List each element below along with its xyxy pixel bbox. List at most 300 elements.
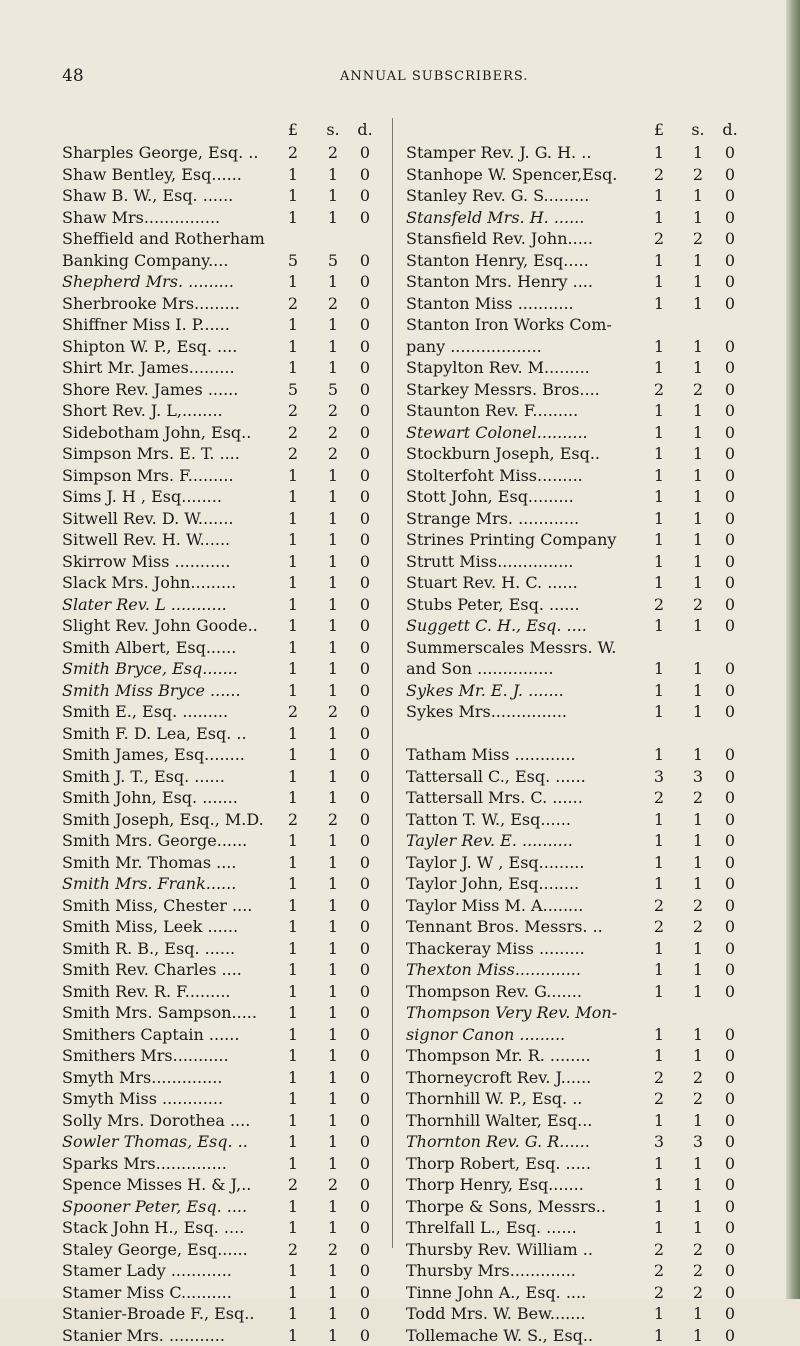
subscriber-row: [406, 250, 751, 272]
pence-value: 0: [356, 723, 374, 745]
shillings-value: 1: [324, 680, 342, 702]
subscriber-name: Thornhill Walter, Esq...: [406, 1110, 592, 1132]
subscriber-name: Smyth Mrs..............: [62, 1067, 222, 1089]
shillings-value: 1: [689, 959, 707, 981]
shillings-value: 2: [324, 701, 342, 723]
subscriber-name: Taylor Miss M. A........: [406, 895, 583, 917]
pounds-value: 1: [650, 873, 668, 895]
pence-value: 0: [721, 615, 739, 637]
subscriber-row: [406, 271, 751, 293]
pence-value: 0: [356, 637, 374, 659]
currency-header: [62, 120, 397, 142]
subscriber-name: Thorpe & Sons, Messrs..: [406, 1196, 606, 1218]
pounds-value: 1: [284, 357, 302, 379]
subscriber-row: [62, 1045, 397, 1067]
subscriber-name: Starkey Messrs. Bros....: [406, 379, 600, 401]
subscriber-row: [406, 1110, 751, 1132]
subscriber-name: Thursby Rev. William ..: [406, 1239, 593, 1261]
subscriber-name: Sykes Mrs...............: [406, 701, 567, 723]
subscriber-name: Smith Mrs. Frank......: [62, 873, 236, 895]
pounds-value: 2: [284, 1239, 302, 1261]
pounds-value: 2: [650, 164, 668, 186]
subscriber-row: [62, 572, 397, 594]
pounds-value: 1: [284, 314, 302, 336]
pounds-value: 1: [650, 809, 668, 831]
subscriber-row: [62, 314, 397, 336]
shillings-value: 1: [324, 658, 342, 680]
shillings-value: 1: [324, 271, 342, 293]
pounds-value: 2: [284, 422, 302, 444]
pence-value: 0: [721, 142, 739, 164]
subscriber-row: [62, 1282, 397, 1304]
pence-value: 0: [721, 680, 739, 702]
subscriber-row: [62, 486, 397, 508]
pence-value: 0: [721, 357, 739, 379]
pence-value: 0: [721, 594, 739, 616]
shillings-value: 1: [324, 744, 342, 766]
subscriber-row: [62, 529, 397, 551]
pence-value: 0: [721, 744, 739, 766]
subscriber-row: [62, 357, 397, 379]
shillings-value: 1: [689, 830, 707, 852]
pounds-value: 1: [650, 443, 668, 465]
shillings-value: 1: [324, 873, 342, 895]
shillings-value: 1: [324, 551, 342, 573]
subscriber-row: [62, 508, 397, 530]
shillings-value: 1: [324, 572, 342, 594]
shillings-value: 2: [324, 400, 342, 422]
subscriber-name: Shipton W. P., Esq. ....: [62, 336, 237, 358]
subscriber-row: [406, 551, 751, 573]
shillings-value: 1: [324, 938, 342, 960]
shillings-value: 1: [324, 594, 342, 616]
pounds-value: 1: [650, 422, 668, 444]
shillings-value: 2: [324, 443, 342, 465]
subscriber-name: Smith Joseph, Esq., M.D.: [62, 809, 264, 831]
shillings-value: 1: [689, 250, 707, 272]
shillings-value: 2: [689, 164, 707, 186]
subscriber-row: [62, 185, 397, 207]
pounds-value: 1: [284, 658, 302, 680]
pence-value: 0: [356, 658, 374, 680]
subscriber-name: Smith Albert, Esq......: [62, 637, 236, 659]
pence-value: 0: [721, 1260, 739, 1282]
subscriber-row: [62, 1303, 397, 1325]
shillings-value: 1: [689, 400, 707, 422]
shillings-value: 1: [689, 938, 707, 960]
subscriber-row: [406, 701, 751, 723]
pence-value: 0: [721, 486, 739, 508]
subscriber-row: [406, 443, 751, 465]
subscriber-row: [62, 1239, 397, 1261]
subscriber-row: [406, 1196, 751, 1218]
subscriber-name: Stubs Peter, Esq. ......: [406, 594, 580, 616]
shillings-value: 2: [689, 1088, 707, 1110]
subscriber-row: [406, 1303, 751, 1325]
pence-value: 0: [356, 1153, 374, 1175]
subscriber-name: Spence Misses H. & J,..: [62, 1174, 251, 1196]
subscriber-row: [62, 873, 397, 895]
shillings-value: 1: [689, 1217, 707, 1239]
shillings-value: 1: [689, 465, 707, 487]
subscriber-name: signor Canon .........: [406, 1024, 565, 1046]
subscriber-row: [62, 1325, 397, 1346]
pounds-value: 1: [650, 400, 668, 422]
subscriber-row: [406, 572, 751, 594]
subscriber-name: Stanhope W. Spencer,Esq.: [406, 164, 617, 186]
pence-value: 0: [721, 916, 739, 938]
subscriber-row: [406, 916, 751, 938]
pounds-value: 1: [284, 873, 302, 895]
subscriber-name: Tattersall C., Esq. ......: [406, 766, 586, 788]
subscriber-row: [62, 637, 397, 659]
pence-value: 0: [356, 1325, 374, 1346]
subscriber-row: [406, 1174, 751, 1196]
pounds-value: 1: [284, 1131, 302, 1153]
subscriber-row: [62, 1196, 397, 1218]
pounds-value: 1: [650, 615, 668, 637]
subscriber-name: Stott John, Esq.........: [406, 486, 574, 508]
pounds-value: 1: [284, 1024, 302, 1046]
subscriber-name: Stack John H., Esq. ....: [62, 1217, 244, 1239]
subscriber-name: Sowler Thomas, Esq. ..: [62, 1131, 248, 1153]
pounds-value: 1: [650, 1024, 668, 1046]
subscriber-name: Smith John, Esq. .......: [62, 787, 238, 809]
subscriber-name: Thexton Miss.............: [406, 959, 581, 981]
pounds-value: 1: [284, 723, 302, 745]
pence-value: 0: [721, 1088, 739, 1110]
pounds-value: 1: [284, 1196, 302, 1218]
subscriber-row: [406, 1088, 751, 1110]
pence-value: 0: [356, 1110, 374, 1132]
subscriber-name: Slight Rev. John Goode..: [62, 615, 258, 637]
pounds-value: 1: [284, 938, 302, 960]
subscriber-name: Smith Miss, Leek ......: [62, 916, 238, 938]
subscriber-row: [62, 658, 397, 680]
pounds-value: 2: [284, 400, 302, 422]
subscriber-row: [406, 895, 751, 917]
pounds-value: 1: [284, 1067, 302, 1089]
subscriber-row: [62, 207, 397, 229]
subscriber-name: Smith Bryce, Esq.......: [62, 658, 238, 680]
page-header: [0, 66, 786, 90]
pounds-value: 2: [284, 142, 302, 164]
subscriber-row: [62, 1131, 397, 1153]
shillings-value: 1: [324, 981, 342, 1003]
subscriber-list: [62, 142, 397, 1346]
pence-value: 0: [356, 1303, 374, 1325]
pence-value: 0: [356, 357, 374, 379]
pounds-value: 1: [650, 142, 668, 164]
subscriber-row: [406, 723, 751, 745]
subscriber-name: Shirt Mr. James.........: [62, 357, 235, 379]
shillings-value: 2: [689, 916, 707, 938]
pence-value: 0: [356, 938, 374, 960]
shillings-value: 1: [689, 615, 707, 637]
shillings-value: 1: [324, 207, 342, 229]
subscriber-row: [62, 981, 397, 1003]
pence-value: 0: [721, 465, 739, 487]
pence-value: 0: [721, 873, 739, 895]
shillings-value: 2: [689, 787, 707, 809]
subscriber-name: Smith Mrs. George......: [62, 830, 247, 852]
subscriber-name: Shaw Bentley, Esq......: [62, 164, 242, 186]
pounds-value: 1: [284, 336, 302, 358]
pounds-value: 1: [284, 465, 302, 487]
pounds-value: 1: [650, 658, 668, 680]
pence-value: 0: [721, 228, 739, 250]
subscriber-row: [62, 766, 397, 788]
shillings-value: 1: [689, 680, 707, 702]
shillings-value: 1: [324, 529, 342, 551]
pence-value: 0: [721, 1282, 739, 1304]
subscriber-name: Stockburn Joseph, Esq..: [406, 443, 600, 465]
shillings-value: 3: [689, 766, 707, 788]
pence-value: 0: [356, 164, 374, 186]
subscriber-name: Stansfeld Mrs. H. ......: [406, 207, 584, 229]
subscriber-row: [406, 1260, 751, 1282]
shillings-value: 1: [324, 1303, 342, 1325]
subscriber-name: Stanton Iron Works Com-: [406, 314, 612, 336]
subscriber-row: [406, 787, 751, 809]
subscriber-row: [406, 185, 751, 207]
pounds-value: 1: [284, 1088, 302, 1110]
pounds-value: 1: [650, 1174, 668, 1196]
running-title: ANNUAL SUBSCRIBERS.: [340, 69, 528, 84]
pounds-value: 1: [650, 486, 668, 508]
subscriber-row: [62, 787, 397, 809]
pounds-value: 1: [284, 551, 302, 573]
pounds-value: 1: [284, 207, 302, 229]
pence-value: 0: [356, 1282, 374, 1304]
subscriber-row: [62, 293, 397, 315]
shillings-value: 2: [689, 1239, 707, 1261]
subscriber-row: [406, 658, 751, 680]
pounds-value: 2: [650, 379, 668, 401]
shillings-value: 1: [689, 873, 707, 895]
subscriber-name: Shaw B. W., Esq. ......: [62, 185, 233, 207]
subscriber-row: [62, 830, 397, 852]
pence-value: 0: [721, 1110, 739, 1132]
subscriber-row: [406, 207, 751, 229]
subscriber-row: [406, 142, 751, 164]
pence-value: 0: [356, 680, 374, 702]
pounds-value: 2: [650, 916, 668, 938]
subscriber-name: Thompson Very Rev. Mon-: [406, 1002, 617, 1024]
pounds-value: 1: [284, 830, 302, 852]
shillings-value: 1: [324, 895, 342, 917]
pounds-value: 1: [284, 164, 302, 186]
pence-value: 0: [356, 422, 374, 444]
subscriber-row: [406, 1067, 751, 1089]
subscriber-row: [406, 508, 751, 530]
pence-value: 0: [356, 207, 374, 229]
pounds-value: 2: [284, 701, 302, 723]
shillings-value: 1: [324, 959, 342, 981]
pounds-value: 2: [650, 895, 668, 917]
pence-value: 0: [356, 594, 374, 616]
subscriber-row: [406, 1217, 751, 1239]
subscriber-row: [62, 1174, 397, 1196]
subscriber-name: Stolterfoht Miss.........: [406, 465, 583, 487]
pence-value: 0: [721, 938, 739, 960]
subscriber-name: Smith F. D. Lea, Esq. ..: [62, 723, 247, 745]
pence-value: 0: [721, 572, 739, 594]
subscriber-name: Shore Rev. James ......: [62, 379, 238, 401]
subscriber-name: Strange Mrs. ............: [406, 508, 579, 530]
shillings-value: 1: [324, 1067, 342, 1089]
subscriber-name: Suggett C. H., Esq. ....: [406, 615, 587, 637]
pence-value: 0: [356, 185, 374, 207]
pence-value: 0: [356, 895, 374, 917]
shillings-value: 1: [689, 486, 707, 508]
pounds-value: 1: [650, 852, 668, 874]
subscriber-name: Shiffner Miss I. P......: [62, 314, 230, 336]
pounds-value: 1: [284, 895, 302, 917]
pounds-value: 1: [284, 637, 302, 659]
pence-value: 0: [721, 379, 739, 401]
subscriber-name: Thornhill W. P., Esq. ..: [406, 1088, 582, 1110]
pounds-value: 2: [650, 594, 668, 616]
pounds-value: 1: [650, 830, 668, 852]
subscriber-name: Smith Miss Bryce ......: [62, 680, 241, 702]
shillings-value: 1: [689, 185, 707, 207]
subscriber-name: Smith Miss, Chester ....: [62, 895, 252, 917]
pounds-value: 1: [650, 551, 668, 573]
shillings-value: 1: [324, 1325, 342, 1346]
pence-value: 0: [356, 486, 374, 508]
pence-value: 0: [721, 443, 739, 465]
subscriber-row: [406, 357, 751, 379]
subscriber-name: Sheffield and Rotherham: [62, 228, 265, 250]
pence-value: 0: [721, 1303, 739, 1325]
subscriber-row: [406, 1325, 751, 1346]
shillings-value: 1: [689, 809, 707, 831]
pence-value: 0: [721, 1325, 739, 1346]
shillings-value: 1: [689, 1110, 707, 1132]
pence-value: 0: [356, 787, 374, 809]
pence-value: 0: [356, 852, 374, 874]
pounds-value: 1: [650, 293, 668, 315]
pence-value: 0: [721, 852, 739, 874]
pounds-value: 3: [650, 1131, 668, 1153]
pence-value: 0: [356, 465, 374, 487]
subscriber-name: Stuart Rev. H. C. ......: [406, 572, 578, 594]
subscriber-row: [62, 1260, 397, 1282]
shillings-value: 1: [324, 852, 342, 874]
subscriber-name: Sitwell Rev. H. W......: [62, 529, 230, 551]
subscriber-row: [406, 959, 751, 981]
subscriber-list: [406, 142, 751, 1346]
pounds-value: 1: [284, 572, 302, 594]
pence-value: 0: [721, 895, 739, 917]
subscriber-row: [62, 1067, 397, 1089]
pence-value: 0: [721, 959, 739, 981]
subscriber-row: [406, 164, 751, 186]
pounds-value: 5: [284, 250, 302, 272]
pounds-value: 1: [650, 701, 668, 723]
pounds-value: 1: [650, 680, 668, 702]
pounds-header: £: [650, 120, 668, 139]
pence-value: 0: [721, 250, 739, 272]
subscriber-column-left: [62, 120, 397, 1346]
pence-value: 0: [356, 1131, 374, 1153]
subscriber-row: [406, 486, 751, 508]
subscriber-name: Strines Printing Company: [406, 529, 616, 551]
shillings-value: 1: [324, 615, 342, 637]
subscriber-row: [62, 895, 397, 917]
subscriber-name: Strutt Miss...............: [406, 551, 574, 573]
pounds-value: 1: [284, 1260, 302, 1282]
pounds-value: 1: [650, 938, 668, 960]
shillings-value: 1: [689, 701, 707, 723]
pence-value: 0: [356, 443, 374, 465]
pence-value: 0: [721, 551, 739, 573]
subscriber-row: [62, 1024, 397, 1046]
subscriber-row: [406, 1282, 751, 1304]
shillings-value: 1: [324, 723, 342, 745]
pence-value: 0: [356, 314, 374, 336]
pounds-value: 1: [650, 1045, 668, 1067]
subscriber-row: [62, 142, 397, 164]
subscriber-name: Stamper Rev. J. G. H. ..: [406, 142, 591, 164]
pounds-value: 2: [650, 787, 668, 809]
subscriber-name: Shaw Mrs...............: [62, 207, 220, 229]
pounds-value: 1: [284, 959, 302, 981]
shillings-value: 1: [324, 916, 342, 938]
pounds-value: 2: [650, 1067, 668, 1089]
subscriber-row: [406, 873, 751, 895]
shillings-value: 1: [324, 465, 342, 487]
shillings-value: 1: [689, 744, 707, 766]
subscriber-row: [62, 723, 397, 745]
subscriber-name: Stanton Miss ...........: [406, 293, 574, 315]
pounds-value: 1: [650, 336, 668, 358]
shillings-value: 1: [689, 443, 707, 465]
pence-value: 0: [721, 185, 739, 207]
shillings-value: 5: [324, 379, 342, 401]
shillings-value: 1: [324, 314, 342, 336]
subscriber-name: Smith E., Esq. .........: [62, 701, 228, 723]
subscriber-name: Simpson Mrs. E. T. ....: [62, 443, 240, 465]
pence-value: 0: [356, 1024, 374, 1046]
subscriber-row: [406, 744, 751, 766]
subscriber-name: Stapylton Rev. M.........: [406, 357, 590, 379]
pounds-value: 1: [284, 787, 302, 809]
pounds-value: 1: [650, 508, 668, 530]
shillings-value: 2: [324, 142, 342, 164]
subscriber-row: [62, 379, 397, 401]
subscriber-row: [406, 809, 751, 831]
subscriber-name: pany ..................: [406, 336, 542, 358]
shillings-value: 1: [324, 508, 342, 530]
subscriber-row: [62, 1088, 397, 1110]
shillings-value: 1: [324, 1110, 342, 1132]
shillings-value: 1: [689, 1153, 707, 1175]
subscriber-row: [406, 529, 751, 551]
pence-value: 0: [356, 615, 374, 637]
shillings-header: s.: [689, 120, 707, 139]
subscriber-name: Sykes Mr. E. J. .......: [406, 680, 564, 702]
pounds-value: 1: [284, 1325, 302, 1346]
pounds-value: 2: [284, 809, 302, 831]
subscriber-row: [62, 422, 397, 444]
subscriber-row: [62, 250, 397, 272]
pounds-value: 1: [284, 1303, 302, 1325]
pence-value: 0: [356, 830, 374, 852]
subscriber-row: [62, 615, 397, 637]
subscriber-name: Stamer Miss C..........: [62, 1282, 232, 1304]
